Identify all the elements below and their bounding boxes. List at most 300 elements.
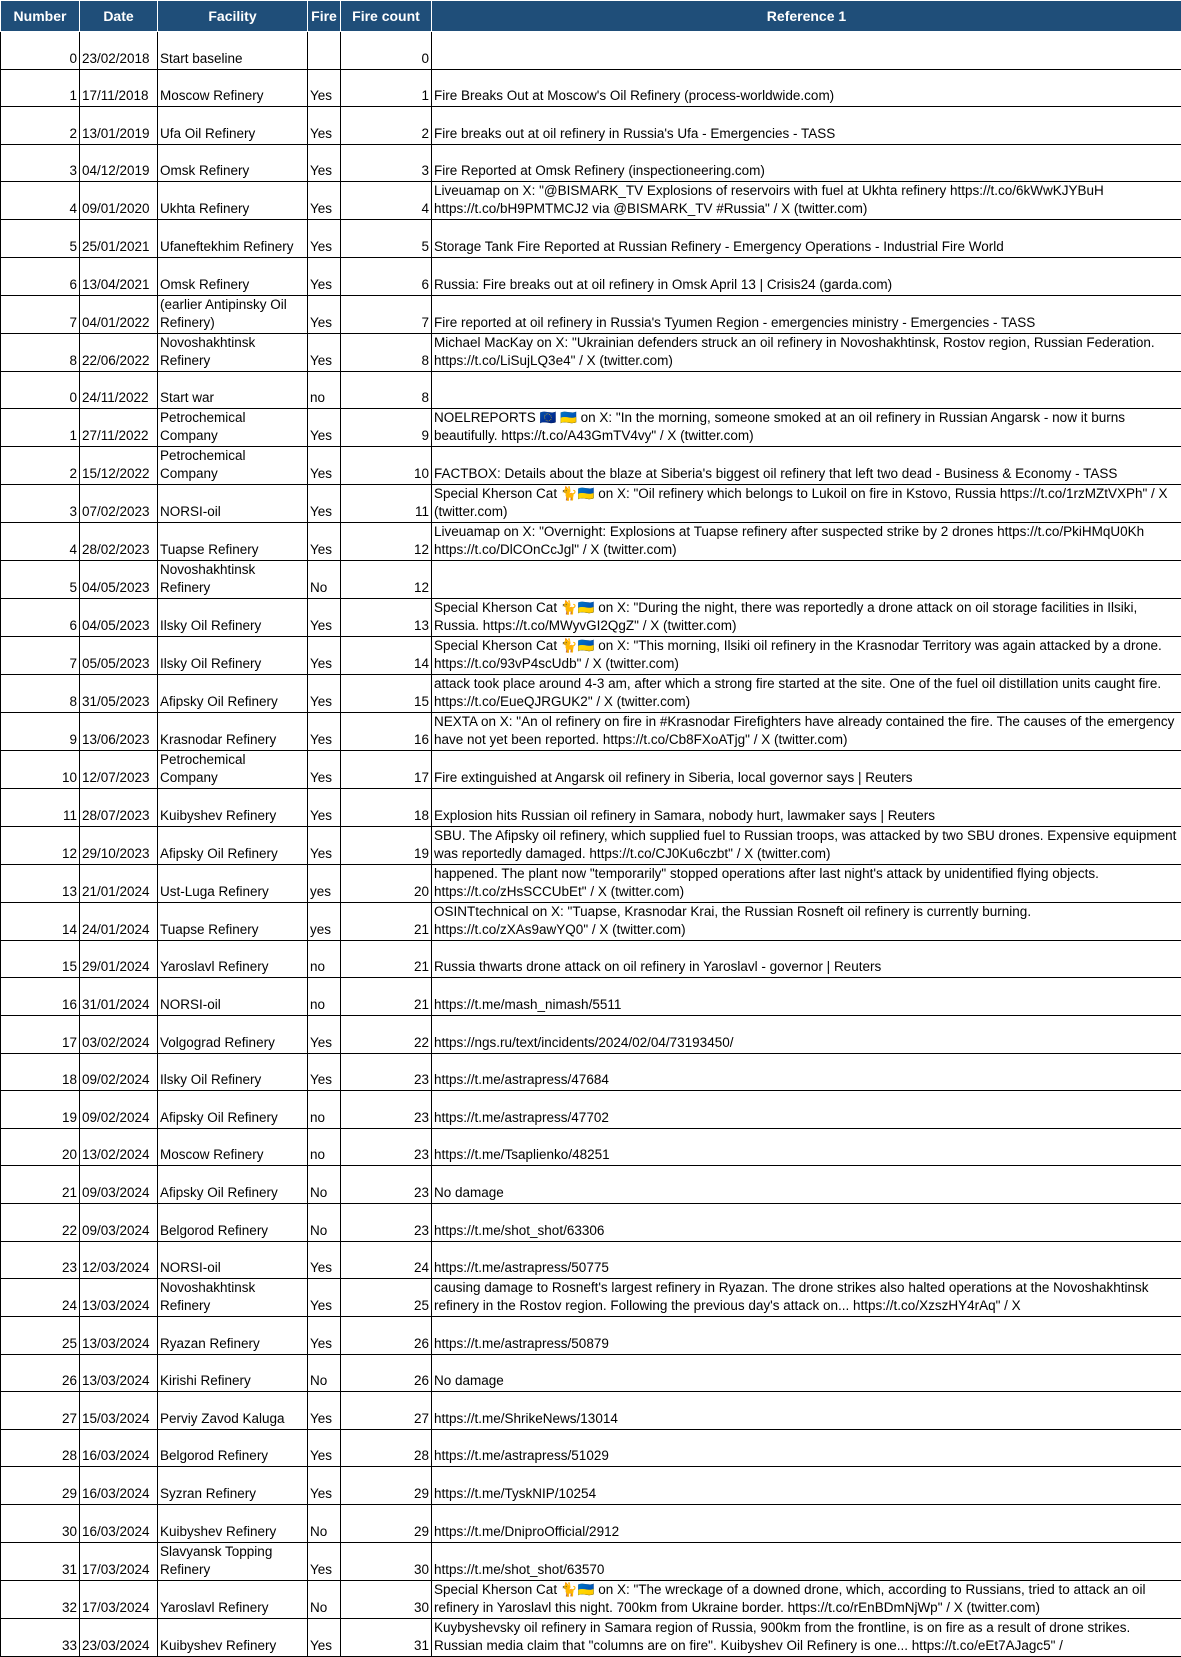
cell-reference[interactable] (432, 447, 1181, 485)
cell-reference[interactable] (432, 637, 1181, 675)
cell-reference[interactable] (432, 1392, 1181, 1430)
cell-fire[interactable] (308, 1542, 341, 1580)
cell-facility-text: Kuibyshev Refinery (160, 1523, 305, 1541)
cell-reference-text: attack took place around 4-3 am, after which a strong fire started at the site. One of the fuel oil distillation units caught fire. https://t.co/EueQJRGUK2" / X (twitter.com) (434, 675, 1179, 711)
cell-reference[interactable] (432, 1542, 1181, 1580)
cell-facility[interactable] (158, 1580, 308, 1618)
cell-reference[interactable] (432, 789, 1181, 827)
cell-date-text: 04/05/2023 (82, 617, 155, 635)
cell-fire[interactable] (308, 295, 341, 333)
cell-facility[interactable] (158, 1505, 308, 1543)
cell-facility[interactable] (158, 864, 308, 902)
cell-fire[interactable] (308, 1015, 341, 1053)
cell-fire-count[interactable] (341, 1392, 432, 1430)
cell-facility[interactable] (158, 1392, 308, 1430)
cell-reference[interactable] (432, 409, 1181, 447)
cell-date[interactable] (80, 1091, 158, 1129)
header-number[interactable]: Number (1, 1, 80, 32)
cell-reference[interactable] (432, 220, 1181, 258)
cell-fire-count[interactable] (341, 1241, 432, 1279)
cell-date[interactable] (80, 1166, 158, 1204)
cell-fire-count[interactable] (341, 1015, 432, 1053)
cell-date[interactable] (80, 144, 158, 182)
cell-date[interactable] (80, 295, 158, 333)
cell-facility[interactable] (158, 1053, 308, 1091)
cell-facility[interactable] (158, 978, 308, 1016)
cell-facility[interactable] (158, 1317, 308, 1355)
cell-reference[interactable] (432, 940, 1181, 978)
cell-date[interactable] (80, 978, 158, 1016)
cell-reference[interactable] (432, 1580, 1181, 1618)
header-facility[interactable]: Facility (158, 1, 308, 32)
cell-fire[interactable] (308, 447, 341, 485)
cell-fire[interactable] (308, 902, 341, 940)
cell-facility-text: Kirishi Refinery (160, 1372, 305, 1390)
cell-fire-count[interactable] (341, 144, 432, 182)
cell-fire[interactable] (308, 182, 341, 220)
cell-reference[interactable] (432, 295, 1181, 333)
cell-date[interactable] (80, 32, 158, 70)
cell-facility[interactable] (158, 561, 308, 599)
cell-reference-text: https://t.me/TyskNIP/10254 (434, 1485, 1179, 1503)
cell-fire-count[interactable] (341, 1618, 432, 1656)
cell-number[interactable] (1, 333, 80, 371)
cell-fire-count[interactable] (341, 751, 432, 789)
cell-number[interactable] (1, 32, 80, 70)
cell-date-text: 17/03/2024 (82, 1599, 155, 1617)
cell-number[interactable] (1, 220, 80, 258)
cell-facility[interactable] (158, 182, 308, 220)
cell-reference[interactable] (432, 107, 1181, 145)
cell-fire-count[interactable] (341, 902, 432, 940)
cell-number-text: 5 (3, 238, 77, 256)
cell-number[interactable] (1, 1128, 80, 1166)
cell-fire-count[interactable] (341, 864, 432, 902)
cell-fire-count[interactable] (341, 523, 432, 561)
cell-number[interactable] (1, 257, 80, 295)
cell-fire[interactable] (308, 1580, 341, 1618)
cell-reference[interactable] (432, 1128, 1181, 1166)
cell-facility[interactable] (158, 902, 308, 940)
cell-date[interactable] (80, 1241, 158, 1279)
cell-fire-count[interactable] (341, 107, 432, 145)
cell-reference[interactable] (432, 675, 1181, 713)
cell-fire[interactable] (308, 978, 341, 1016)
cell-number[interactable] (1, 485, 80, 523)
cell-facility[interactable] (158, 1467, 308, 1505)
header-fire[interactable]: Fire (308, 1, 341, 32)
table-row (1, 561, 1181, 599)
cell-number[interactable] (1, 789, 80, 827)
cell-reference[interactable] (432, 144, 1181, 182)
cell-reference[interactable] (432, 69, 1181, 107)
cell-reference[interactable] (432, 713, 1181, 751)
cell-date[interactable] (80, 1618, 158, 1656)
cell-fire-count[interactable] (341, 1429, 432, 1467)
cell-fire-count[interactable] (341, 1505, 432, 1543)
cell-number[interactable] (1, 107, 80, 145)
cell-reference[interactable] (432, 978, 1181, 1016)
cell-number[interactable] (1, 864, 80, 902)
cell-fire[interactable] (308, 32, 341, 70)
cell-fire-text: Yes (310, 427, 338, 445)
cell-fire[interactable] (308, 1166, 341, 1204)
cell-fire-count[interactable] (341, 1279, 432, 1317)
cell-date[interactable] (80, 523, 158, 561)
cell-number[interactable] (1, 978, 80, 1016)
cell-fire-count[interactable] (341, 32, 432, 70)
cell-fire-count[interactable] (341, 789, 432, 827)
table-body (1, 32, 1181, 1657)
cell-date[interactable] (80, 1580, 158, 1618)
cell-number[interactable] (1, 1279, 80, 1317)
cell-fire-count[interactable] (341, 69, 432, 107)
cell-fire[interactable] (308, 864, 341, 902)
cell-date[interactable] (80, 751, 158, 789)
cell-number[interactable] (1, 675, 80, 713)
cell-fire[interactable] (308, 1317, 341, 1355)
cell-fire[interactable] (308, 1279, 341, 1317)
cell-number[interactable] (1, 637, 80, 675)
cell-fire-count[interactable] (341, 1317, 432, 1355)
cell-number[interactable] (1, 182, 80, 220)
cell-fire-count[interactable] (341, 1580, 432, 1618)
cell-date[interactable] (80, 447, 158, 485)
cell-fire[interactable] (308, 1467, 341, 1505)
header-reference[interactable]: Reference 1 (432, 1, 1181, 32)
cell-reference[interactable] (432, 826, 1181, 864)
cell-date[interactable] (80, 1467, 158, 1505)
cell-facility[interactable] (158, 751, 308, 789)
cell-number[interactable] (1, 1542, 80, 1580)
cell-number[interactable] (1, 1015, 80, 1053)
cell-fire[interactable] (308, 561, 341, 599)
cell-date-text: 15/12/2022 (82, 465, 155, 483)
table-row (1, 144, 1181, 182)
cell-date[interactable] (80, 485, 158, 523)
cell-reference[interactable] (432, 1354, 1181, 1392)
cell-date[interactable] (80, 1203, 158, 1241)
cell-reference[interactable] (432, 32, 1181, 70)
cell-facility[interactable] (158, 69, 308, 107)
cell-facility[interactable] (158, 637, 308, 675)
cell-date[interactable] (80, 1354, 158, 1392)
cell-fire-count[interactable] (341, 940, 432, 978)
cell-fire-count[interactable] (341, 1128, 432, 1166)
header-date[interactable]: Date (80, 1, 158, 32)
cell-number[interactable] (1, 447, 80, 485)
cell-date[interactable] (80, 1128, 158, 1166)
cell-facility[interactable] (158, 1429, 308, 1467)
cell-fire[interactable] (308, 409, 341, 447)
cell-fire-count[interactable] (341, 637, 432, 675)
cell-fire[interactable] (308, 144, 341, 182)
cell-fire[interactable] (308, 713, 341, 751)
cell-facility[interactable] (158, 371, 308, 409)
cell-facility[interactable] (158, 523, 308, 561)
cell-fire-count[interactable] (341, 447, 432, 485)
cell-date[interactable] (80, 1505, 158, 1543)
cell-reference-text: Kuybyshevsky oil refinery in Samara region of Russia, 900km from the frontline, is on fire as a result of drone strikes. Russian media claim that "columns are on fire". Kuibyshev Oil Refinery is one... https://t.co/eEt7AJagc5" / (434, 1619, 1179, 1655)
cell-number[interactable] (1, 713, 80, 751)
cell-facility[interactable] (158, 713, 308, 751)
cell-number[interactable] (1, 902, 80, 940)
cell-reference[interactable] (432, 257, 1181, 295)
cell-reference[interactable] (432, 333, 1181, 371)
cell-fire-count[interactable] (341, 675, 432, 713)
cell-facility[interactable] (158, 220, 308, 258)
cell-number[interactable] (1, 1392, 80, 1430)
cell-reference[interactable] (432, 1317, 1181, 1355)
cell-number[interactable] (1, 826, 80, 864)
cell-fire-text: No (310, 1599, 338, 1617)
cell-facility[interactable] (158, 485, 308, 523)
cell-facility[interactable] (158, 1203, 308, 1241)
header-fire-count[interactable]: Fire count (341, 1, 432, 32)
cell-number[interactable] (1, 523, 80, 561)
cell-number[interactable] (1, 1203, 80, 1241)
cell-number[interactable] (1, 1053, 80, 1091)
cell-number[interactable] (1, 1429, 80, 1467)
cell-date[interactable] (80, 182, 158, 220)
cell-date[interactable] (80, 1015, 158, 1053)
cell-fire[interactable] (308, 371, 341, 409)
cell-reference[interactable] (432, 1467, 1181, 1505)
cell-date[interactable] (80, 789, 158, 827)
cell-facility[interactable] (158, 333, 308, 371)
cell-fire[interactable] (308, 1053, 341, 1091)
cell-reference[interactable] (432, 1505, 1181, 1543)
cell-fire-count[interactable] (341, 1091, 432, 1129)
cell-fire[interactable] (308, 789, 341, 827)
cell-date[interactable] (80, 220, 158, 258)
cell-number[interactable] (1, 1166, 80, 1204)
cell-fire[interactable] (308, 1618, 341, 1656)
cell-fire[interactable] (308, 1354, 341, 1392)
cell-number[interactable] (1, 1241, 80, 1279)
cell-date[interactable] (80, 371, 158, 409)
cell-fire[interactable] (308, 485, 341, 523)
cell-facility-text: Afipsky Oil Refinery (160, 693, 305, 711)
cell-fire-count-text: 6 (343, 276, 429, 294)
cell-date[interactable] (80, 257, 158, 295)
cell-facility[interactable] (158, 1128, 308, 1166)
cell-reference-text: SBU. The Afipsky oil refinery, which supplied fuel to Russian troops, was attacked by two SBU drones. Expensive equipment was reportedly damaged. https://t.co/CJ0Ku6czbt" / X (twitter.com) (434, 827, 1179, 863)
table-row (1, 371, 1181, 409)
cell-reference[interactable] (432, 1091, 1181, 1129)
cell-fire-count[interactable] (341, 1166, 432, 1204)
cell-reference[interactable] (432, 599, 1181, 637)
cell-facility[interactable] (158, 1091, 308, 1129)
cell-fire-count[interactable] (341, 1053, 432, 1091)
cell-fire-text: Yes (310, 1259, 338, 1277)
cell-fire[interactable] (308, 1429, 341, 1467)
table-row (1, 751, 1181, 789)
cell-facility[interactable] (158, 940, 308, 978)
cell-fire[interactable] (308, 751, 341, 789)
cell-reference[interactable] (432, 1166, 1181, 1204)
cell-number[interactable] (1, 409, 80, 447)
cell-fire[interactable] (308, 523, 341, 561)
cell-reference[interactable] (432, 182, 1181, 220)
cell-number[interactable] (1, 295, 80, 333)
cell-reference[interactable] (432, 1429, 1181, 1467)
cell-fire-count[interactable] (341, 1354, 432, 1392)
cell-reference[interactable] (432, 1618, 1181, 1656)
cell-number[interactable] (1, 1618, 80, 1656)
cell-facility[interactable] (158, 295, 308, 333)
cell-number[interactable] (1, 371, 80, 409)
cell-facility[interactable] (158, 257, 308, 295)
cell-fire-count[interactable] (341, 1203, 432, 1241)
cell-date[interactable] (80, 1392, 158, 1430)
cell-number[interactable] (1, 599, 80, 637)
cell-date[interactable] (80, 940, 158, 978)
cell-date-text: 17/11/2018 (82, 87, 155, 105)
cell-fire-text: no (310, 1109, 338, 1127)
cell-date[interactable] (80, 409, 158, 447)
cell-fire-count[interactable] (341, 182, 432, 220)
cell-facility[interactable] (158, 675, 308, 713)
cell-facility[interactable] (158, 144, 308, 182)
cell-reference[interactable] (432, 561, 1181, 599)
cell-number-text: 5 (3, 579, 77, 597)
cell-fire[interactable] (308, 637, 341, 675)
cell-fire-count[interactable] (341, 561, 432, 599)
cell-fire-count[interactable] (341, 371, 432, 409)
cell-fire[interactable] (308, 599, 341, 637)
cell-facility[interactable] (158, 789, 308, 827)
cell-facility-text: Ust-Luga Refinery (160, 883, 305, 901)
cell-fire[interactable] (308, 220, 341, 258)
table-row (1, 32, 1181, 70)
cell-fire[interactable] (308, 940, 341, 978)
cell-reference-text: No damage (434, 1184, 1179, 1202)
cell-number[interactable] (1, 940, 80, 978)
cell-reference[interactable] (432, 1241, 1181, 1279)
cell-facility[interactable] (158, 1618, 308, 1656)
cell-facility[interactable] (158, 599, 308, 637)
cell-date-text: 13/01/2019 (82, 125, 155, 143)
cell-fire[interactable] (308, 107, 341, 145)
cell-fire[interactable] (308, 1241, 341, 1279)
cell-fire-count[interactable] (341, 257, 432, 295)
cell-reference[interactable] (432, 1279, 1181, 1317)
cell-reference[interactable] (432, 864, 1181, 902)
cell-reference[interactable] (432, 902, 1181, 940)
cell-fire-count[interactable] (341, 485, 432, 523)
cell-date-text: 17/03/2024 (82, 1561, 155, 1579)
cell-facility[interactable] (158, 1015, 308, 1053)
cell-date[interactable] (80, 561, 158, 599)
cell-fire-count[interactable] (341, 220, 432, 258)
cell-reference[interactable] (432, 523, 1181, 561)
cell-facility[interactable] (158, 409, 308, 447)
cell-date[interactable] (80, 637, 158, 675)
cell-date[interactable] (80, 864, 158, 902)
cell-facility-text: Start baseline (160, 50, 305, 68)
cell-facility[interactable] (158, 447, 308, 485)
cell-date[interactable] (80, 69, 158, 107)
cell-facility[interactable] (158, 1166, 308, 1204)
cell-facility[interactable] (158, 1354, 308, 1392)
cell-number[interactable] (1, 1354, 80, 1392)
cell-fire-count[interactable] (341, 599, 432, 637)
cell-number-text: 14 (3, 921, 77, 939)
cell-fire-count[interactable] (341, 1467, 432, 1505)
cell-number[interactable] (1, 144, 80, 182)
cell-date[interactable] (80, 826, 158, 864)
cell-fire-count[interactable] (341, 333, 432, 371)
cell-number[interactable] (1, 751, 80, 789)
cell-facility[interactable] (158, 826, 308, 864)
cell-facility[interactable] (158, 1241, 308, 1279)
cell-date[interactable] (80, 107, 158, 145)
cell-number[interactable] (1, 1505, 80, 1543)
cell-fire[interactable] (308, 1505, 341, 1543)
cell-number-text: 6 (3, 276, 77, 294)
cell-reference[interactable] (432, 485, 1181, 523)
cell-date[interactable] (80, 333, 158, 371)
cell-date[interactable] (80, 1429, 158, 1467)
cell-facility[interactable] (158, 32, 308, 70)
cell-date[interactable] (80, 1279, 158, 1317)
cell-date[interactable] (80, 713, 158, 751)
cell-fire-count[interactable] (341, 826, 432, 864)
cell-fire[interactable] (308, 675, 341, 713)
cell-reference[interactable] (432, 371, 1181, 409)
cell-date-text: 09/03/2024 (82, 1184, 155, 1202)
cell-number[interactable] (1, 1467, 80, 1505)
cell-facility-text: Ufaneftekhim Refinery (160, 238, 305, 256)
cell-date[interactable] (80, 1053, 158, 1091)
cell-number[interactable] (1, 1317, 80, 1355)
cell-date[interactable] (80, 1317, 158, 1355)
cell-fire-count[interactable] (341, 295, 432, 333)
cell-fire-count[interactable] (341, 713, 432, 751)
cell-reference-text: Fire extinguished at Angarsk oil refinery in Siberia, local governor says | Reuters (434, 769, 1179, 787)
cell-date[interactable] (80, 902, 158, 940)
cell-facility[interactable] (158, 107, 308, 145)
cell-reference[interactable] (432, 1203, 1181, 1241)
cell-fire[interactable] (308, 257, 341, 295)
cell-number[interactable] (1, 1091, 80, 1129)
cell-fire[interactable] (308, 1203, 341, 1241)
cell-facility[interactable] (158, 1542, 308, 1580)
cell-fire[interactable] (308, 826, 341, 864)
cell-fire[interactable] (308, 69, 341, 107)
cell-reference[interactable] (432, 1053, 1181, 1091)
cell-fire-count[interactable] (341, 409, 432, 447)
cell-fire[interactable] (308, 1392, 341, 1430)
cell-date[interactable] (80, 1542, 158, 1580)
cell-reference[interactable] (432, 751, 1181, 789)
cell-fire-count[interactable] (341, 978, 432, 1016)
cell-date[interactable] (80, 675, 158, 713)
cell-reference[interactable] (432, 1015, 1181, 1053)
cell-fire[interactable] (308, 1091, 341, 1129)
cell-fire[interactable] (308, 333, 341, 371)
cell-fire-count[interactable] (341, 1542, 432, 1580)
cell-number-text: 33 (3, 1637, 77, 1655)
cell-number-text: 0 (3, 389, 77, 407)
cell-number[interactable] (1, 1580, 80, 1618)
cell-date[interactable] (80, 599, 158, 637)
cell-number[interactable] (1, 561, 80, 599)
cell-fire[interactable] (308, 1128, 341, 1166)
cell-number[interactable] (1, 69, 80, 107)
cell-facility[interactable] (158, 1279, 308, 1317)
